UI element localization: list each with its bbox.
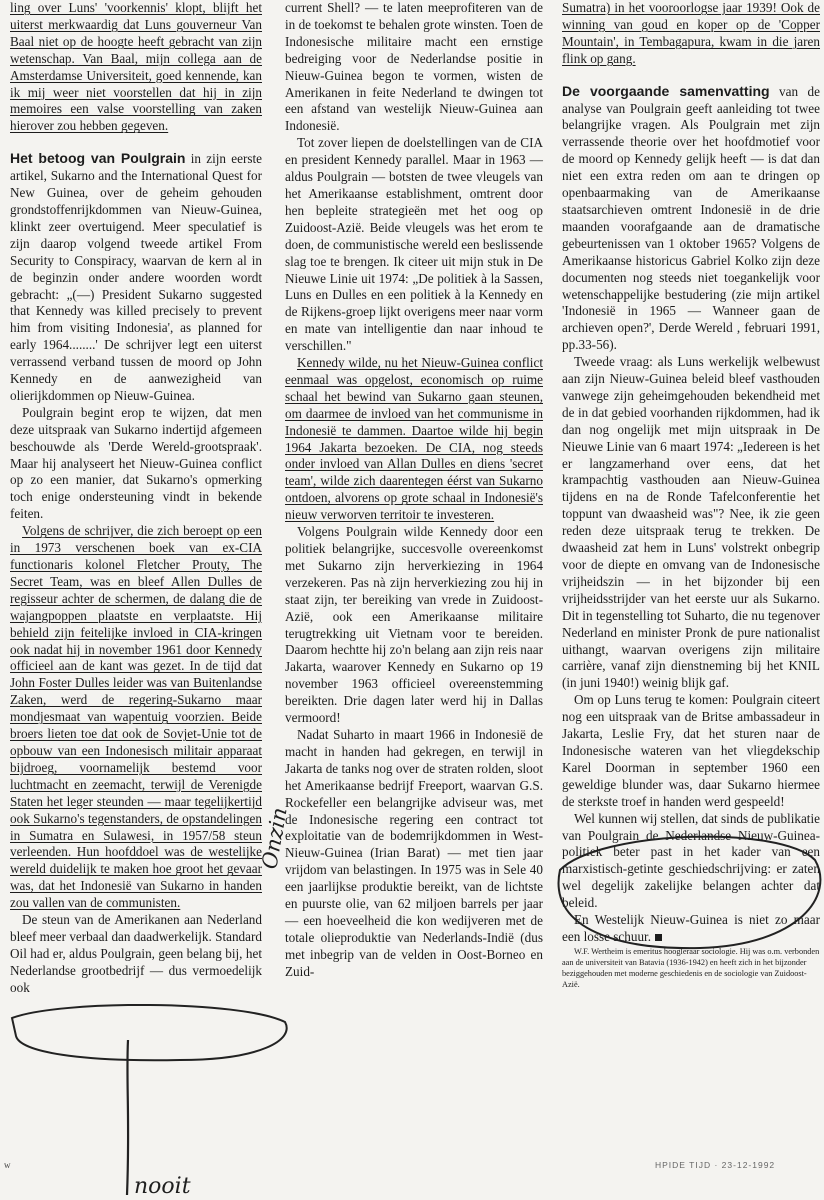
page-footer: HPIDE TIJD · 23-12-1992: [655, 1160, 776, 1170]
paragraph: Volgens Poulgrain wilde Kennedy door een politiek belangrijke, succesvolle overeenkomst met Sukarno zijn herverkiezing in 1964 verzekeren. Pas nà zijn herverkiezing zou hij in staat zijn, ter bereiking van vrede in Zuidoost-Azië, ook een Amerikaanse militaire terugtrekking uit Vietnam voor te bereiden. Daarom hechtte hij zo'n belang aan zijn reis naar Jakarta, waarover Kennedy en Sukarno op 19 november 1963 officieel overeenstemming bereikten. Drie dagen later werd hij in Dallas vermoord!: [285, 524, 543, 726]
paragraph-text: En Westelijk Nieuw-Guinea is niet zo maar een losse schuur.: [562, 912, 820, 944]
paragraph: [10, 150, 262, 405]
article-column-2: [285, 0, 543, 981]
author-note: W.F. Wertheim is emeritus hoogleraar sociologie. Hij was o.m. verbonden aan de universiteit van Batavia (1936-1942) en heeft zich in het bijzonder beziggehouden met moderne geschiedenis en de sociologie van Zuidoost-Azië.: [562, 946, 820, 989]
section-heading: De voorgaande samenvatting: [562, 82, 770, 99]
paragraph: Wel kunnen wij stellen, dat sinds de publikatie van Poulgrain de Nederlandse Nieuw-Guinea-politiek beter past in het kader van een marxistisch-getinte geschiedschrijving: er zaten wel degelijk zakelijke belangen achter dat beleid.: [562, 810, 820, 911]
paragraph: [562, 912, 820, 946]
paragraph: Nadat Suharto in maart 1966 in Indonesië de macht in handen had gekregen, en terwijl in Jakarta de tanks nog over de straten rolden, sloot het Amerikaanse bedrijf Freeport, waarvan G.S. Rockefeller een belangrijke adviseur was, met de Indonesische regering een contract tot exploitatie van de bodemrijkdommen in West-Nieuw-Guinea (Irian Barat) — met tien jaar vrijdom van belastingen. In 1975 was in Sele 40 een jaarlijkse produktie bereikt, van de lichtste en puurste olie, van 62 miljoen barrels per jaar — een hoeveelheid die kon wedijveren met de totale olieproduktie van Nederlands-Indië (dus met inbegrip van de velden in Oost-Borneo en Zuid-: [285, 726, 543, 979]
paragraph: Om op Luns terug te komen: Poulgrain citeert nog een uitspraak van de Britse ambassadeur in Jakarta, Leslie Fry, dat het sturen naar de Indonesische wateren van het vliegdekschip Karel Doorman in september 1960 een geweldige blunder was, daar Sukarno hiermee de sterkste troef in handen werd gespeeld!: [562, 692, 820, 809]
paragraph: Sumatra) in het vooroorlogse jaar 1939! Ook de winning van goud en koper op de 'Copper Mountain', in Tembagapura, kwam in die jaren flink op gang.: [562, 0, 820, 66]
paragraph: current Shell? — te laten meeprofiteren van de in de toekomst te behalen grote winsten. Toen de Indonesische militaire macht een ernstige bedreiging voor de Nederlandse positie in Nieuw-Guinea begon te vormen, wisten de Amerikanen in feite Nederland te dwingen tot een afstand van westelijk Nieuw-Guinea aan Indonesië.: [285, 0, 543, 134]
paragraph: Kennedy wilde, nu het Nieuw-Guinea conflict eenmaal was opgelost, economisch op ruime schaal het bewind van Sukarno gaan steunen, om daarmee de invloed van het communisme in Indonesië te dammen. Daartoe wilde hij begin 1964 Jakarta bezoeken. De CIA, nog steeds onder invloed van Allan Dulles en diens 'secret team', wilde zich daarentegen éérst van Sukarno ontdoen, alvorens op grote schaal in Indonesië's nieuw verworven territoir te investeren.: [285, 355, 543, 523]
paragraph-text: van de analyse van Poulgrain geeft aanleiding tot twee belangrijke vragen. Als Poulgrain met zijn verrassende theorie over het hoofdmotief voor de moord op Kennedy gelijk heeft — is dat dan niet een extra reden om aan te dringen op openbaarmaking van de Amerikaanse staatsarchieven omtrent Indonesië in de drie maanden voorafgaande aan de dramatische gebeurtenissen van 1 oktober 1965? Volgens de Amerikaanse historicus Gabriel Kolko zijn deze documenten nog steeds niet toegankelijk voor wetenschappelijke bestudering (zie mijn artikel 'Indonesië in 1965 — Wanneer gaan de archieven open?', Derde Wereld , februari 1991, pp.33-56).: [562, 83, 820, 353]
handwritten-margin-note: Onzin: [257, 805, 292, 871]
end-of-article-mark: [655, 934, 662, 941]
paragraph: Tweede vraag: als Luns werkelijk welbewust aan zijn Nieuw-Guinea beleid bleef vasthouden vanwege zijn geheimgehouden bekendheid met de in dat gebied voorhanden rijkdommen, had ik dan nog ongelijk met mijn uitspraak in De Nieuwe Linie van 6 maart 1974: „Iedereen is het er langzamerhand over eens, dat het krampachtig vasthouden aan Nieuw-Guinea tijdens en na de Ronde Tafelconferentie het toppunt van dwaasheid was"? Nee, ik zie geen reden deze uitspraak terug te trekken. De dwaasheid zat hem in Luns' volstrekt onbegrip voor de diepte en omvang van de Indonesische vrijheidszin — in het bijzonder bij een vrijheidsstrijder van het eerste uur als Sukarno. Dit in tegenstelling tot Suharto, die nu tegenover Nederland en minister Pronk de pure nationalist uithangt, waarvan overigens zijn militaire carrière, vanaf zijn dienstneming bij het KNIL (in juni 1940!) weinig blijk gaf.: [562, 354, 820, 691]
article-column-3: [562, 0, 820, 990]
section-heading: Het betoog van Poulgrain: [10, 150, 186, 167]
ink-stroke: [127, 1040, 128, 1195]
paragraph-text: in zijn eerste artikel, Sukarno and the International Quest for New Guinea, over de geheim gehouden grondstoffenrijkdommen van Nieuw-Guinea, klinkt zeer overtuigend. Meer speculatief is zijn daarop volgend tweede artikel From Security to Conspiracy, waarvan de kern al in de beginzin onder andere woorden wordt gebracht: „(—) President Sukarno suggested that Kennedy was killed precisely to prevent him from visiting Indonesia', as planned for early 1964........' De schrijver legt een uiterst verrassend verband tussen de moord op John Kennedy en de aanwezigheid van olierijkdommen op Nieuw-Guinea.: [10, 151, 263, 403]
margin-mark: w: [4, 1160, 11, 1170]
paragraph: Poulgrain begint erop te wijzen, dat men deze uitspraak van Sukarno indertijd afgemeen beschouwde als 'Derde Wereld-grootspraak'. Maar hij analyseert het Nieuw-Guinea conflict op zo een manier, dat Sukarno's opmerking toch enige ondersteuning vindt in bekende feiten.: [10, 404, 262, 522]
paragraph: De steun van de Amerikanen aan Nederland bleef meer verbaal dan daadwerkelijk. Standard Oil had er, aldus Poulgrain, geen belang bij, het Nederlandse grootbedrijf — dus vermoedelijk ook: [10, 912, 262, 995]
paragraph: Volgens de schrijver, die zich beroept op een in 1973 verschenen boek van ex-CIA functionaris kolonel Fletcher Prouty, The Secret Team, was en bleef Allen Dulles de regisseur achter de schermen, de dalang die de wajangpoppen plaatste en verplaatste. Hij behield zijn feitelijke invloed in CIA-kringen ook nadat hij in november 1961 door Kennedy officieel aan de kant was gezet. In de tijd dat John Foster Dulles leider was van Buitenlandse Zaken, werd de regering-Sukarno maar mondjesmaat van wapentuig voorzien. Beide broers lieten toe dat ook de Sovjet-Unie tot de opbouw van een Indonesisch militair apparaat bijdroeg, voornamelijk bestemd voor luchtmacht en zeemacht, terwijl de Verenigde Staten het leger steunden — maar tegelijkertijd ook Sukarno's tegenstanders, de opstandelingen in Sumatra en Sulawesi, in 1957/58 steun verleenden. Hun hoofddoel was de westelijke wereld duidelijk te maken hoe groot het gevaar was, dat het Indonesië van Sukarno in handen zou vallen van de communisten.: [10, 523, 262, 911]
paragraph: Tot zover liepen de doelstellingen van de CIA en president Kennedy parallel. Maar in 1963 — aldus Poulgrain — botsten de twee vleugels van het Amerikaanse establishment, omtrent door hen bepleite strategieën met het oog op Zuidoost-Azië. Beide vleugels was het erom te doen, de communistische wereld een beslissende slag toe te brengen. Ik citeer uit mijn stuk in De Nieuwe Linie uit 1974: „De politiek à la Sassen, Luns en Dulles en een politiek à la Kennedy en de Rijkens-groep lijkt overigens meer naar vorm en mate van intelligentie dan naar inhoud te verschillen.": [285, 135, 543, 354]
article-column-1: [10, 0, 262, 997]
paragraph: ling over Luns' 'voorkennis' klopt, blijft het uiterst merkwaardig dat Luns gouverneur Van Baal niet op de hoogte heeft gebracht van zijn wetenschap. Van Baal, mijn collega aan de Amsterdamse Universiteit, goed kennende, kan ik mij weer niet voorstellen dat hij in zijn memoires een valse voorstelling van zaken hierover zou hebben gegeven.: [10, 0, 262, 134]
ink-circle: [12, 1005, 287, 1060]
handwritten-bottom-note: nooit: [134, 1174, 191, 1199]
paragraph: [562, 83, 820, 355]
